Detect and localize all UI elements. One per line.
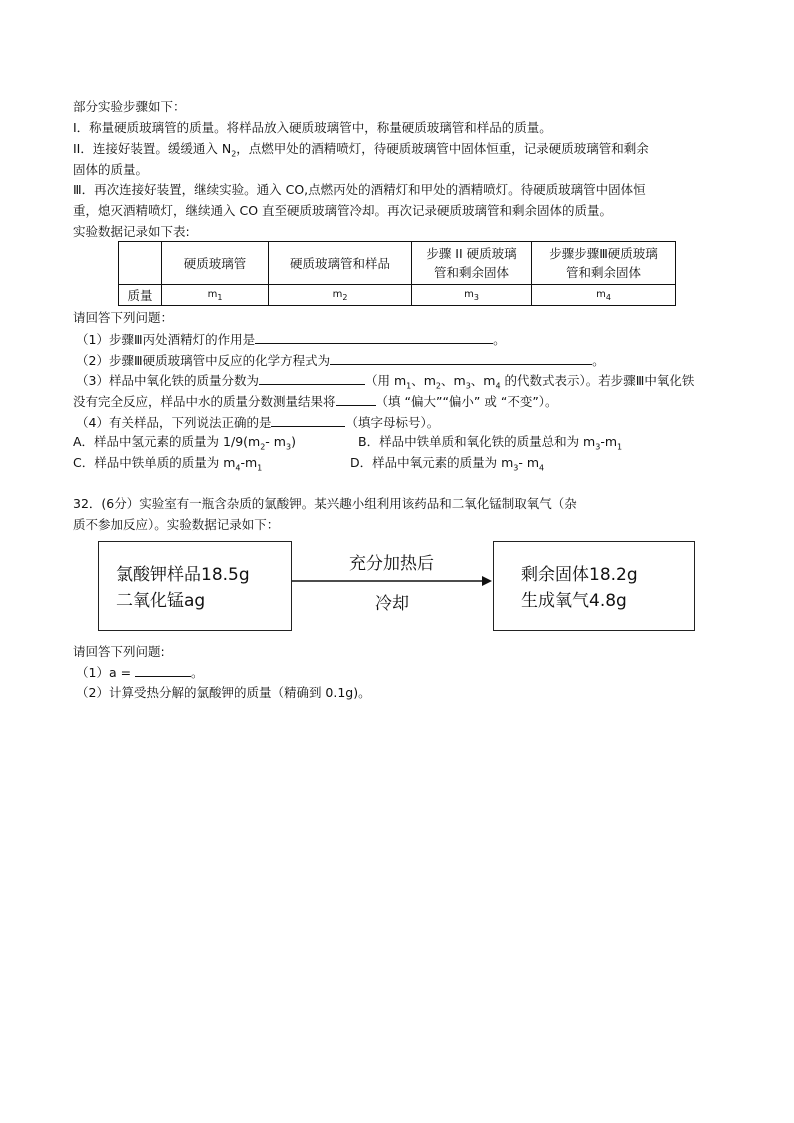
answer-blank-3b[interactable]: [336, 393, 376, 406]
left-box: [98, 541, 292, 631]
row-label: 质量: [119, 285, 162, 306]
step-2-line-1: II．连接好装置。缓缓通入 $N_2$，点燃甲处的酒精喷灯，待硬质玻璃管中固体恒重，记录硬质玻璃管和剩余: [73, 141, 649, 159]
question-32-line-2: 质不参加反应）。实验数据记录如下：: [73, 517, 280, 532]
option-b: B．样品中铁单质和氧化铁的质量总和为 $m_3-m_1$: [358, 434, 623, 452]
question-4: （4）有关样品，下列说法正确的是 （填字母标号）。: [76, 415, 440, 430]
step-3-line-2: 重，熄灭酒精喷灯，继续通入 CO 直至硬质玻璃管冷却。再次记录硬质玻璃管和剩余固体的质量。: [73, 203, 613, 218]
questions-intro-2: 请回答下列问题:: [73, 644, 165, 659]
table-corner-cell: [119, 242, 162, 285]
answer-blank-1[interactable]: [255, 331, 493, 344]
left-box-line-2: 二氧化锰ag: [116, 591, 206, 611]
step-3-line-1: Ⅲ．再次连接好装置，继续实验。通入 CO,点燃丙处的酒精灯和甲处的酒精喷灯。待硬质玻璃管中固体恒: [73, 182, 646, 197]
part-2: （2）计算受热分解的氯酸钾的质量（精确到 0.1g)。: [76, 685, 371, 700]
steps-intro: 部分实验步骤如下：: [73, 99, 186, 114]
part-1: （1）a = 。: [76, 665, 204, 680]
header-tube: 硬质玻璃管: [162, 242, 269, 285]
table-intro: 实验数据记录如下表:: [73, 224, 190, 239]
cell-m3: $m_3$: [412, 285, 532, 306]
question-2: （2）步骤Ⅲ硬质玻璃管中反应的化学方程式为 。: [76, 353, 605, 368]
option-a: A．样品中氢元素的质量为 $1/9(m_2-$ $m_3$): [73, 434, 296, 452]
option-c: C．样品中铁单质的质量为 $m_4-m_1$: [73, 455, 263, 473]
arrow-label-bottom: 冷却: [375, 594, 409, 614]
right-box-line-1: 剩余固体18.2g: [521, 565, 638, 585]
answer-blank-3a[interactable]: [259, 372, 365, 385]
cell-m4: $m_4$: [532, 285, 676, 306]
header-step2: 步骤 II 硬质玻璃 管和剩余固体: [412, 242, 532, 285]
step-1: Ⅰ．称量硬质玻璃管的质量。将样品放入硬质玻璃管中，称量硬质玻璃管和样品的质量。: [73, 120, 552, 135]
question-3-line-1: （3）样品中氧化铁的质量分数为 （用 $m_1$、$m_2$、$m_3$、$m_4$ 的代数式表示）。若步骤Ⅲ中氧化铁: [76, 373, 695, 391]
answer-blank-a[interactable]: [135, 664, 191, 677]
question-32-line-1: 32．(6分）实验室有一瓶含杂质的氯酸钾。某兴趣小组利用该药品和二氧化锰制取氧气（杂: [73, 496, 577, 511]
right-box-line-2: 生成氧气4.8g: [521, 591, 627, 611]
question-3-line-2: 没有完全反应，样品中水的质量分数测量结果将 （填 “偏大”“偏小” 或 “不变”）。: [73, 394, 558, 409]
reaction-arrow-icon: [292, 574, 492, 588]
table-mass-row: [119, 285, 676, 306]
data-table: [118, 241, 676, 306]
question-1: （1）步骤Ⅲ丙处酒精灯的作用是 。: [76, 332, 506, 347]
answer-blank-2[interactable]: [330, 352, 592, 365]
option-d: D．样品中氧元素的质量为 $m_3-$ $m_4$: [350, 455, 545, 473]
answer-blank-4[interactable]: [271, 414, 345, 427]
left-box-line-1: 氯酸钾样品18.5g: [116, 565, 250, 585]
header-step3: 步骤步骤Ⅲ硬质玻璃 管和剩余固体: [532, 242, 676, 285]
questions-intro: 请回答下列问题：: [73, 310, 174, 325]
right-box: [493, 541, 695, 631]
cell-m2: $m_2$: [269, 285, 412, 306]
header-tube-sample: 硬质玻璃管和样品: [269, 242, 412, 285]
arrow-label-top: 充分加热后: [349, 554, 434, 574]
cell-m1: $m_1$: [162, 285, 269, 306]
table-header-row: [119, 242, 676, 285]
step-2-line-2: 固体的质量。: [73, 162, 149, 177]
